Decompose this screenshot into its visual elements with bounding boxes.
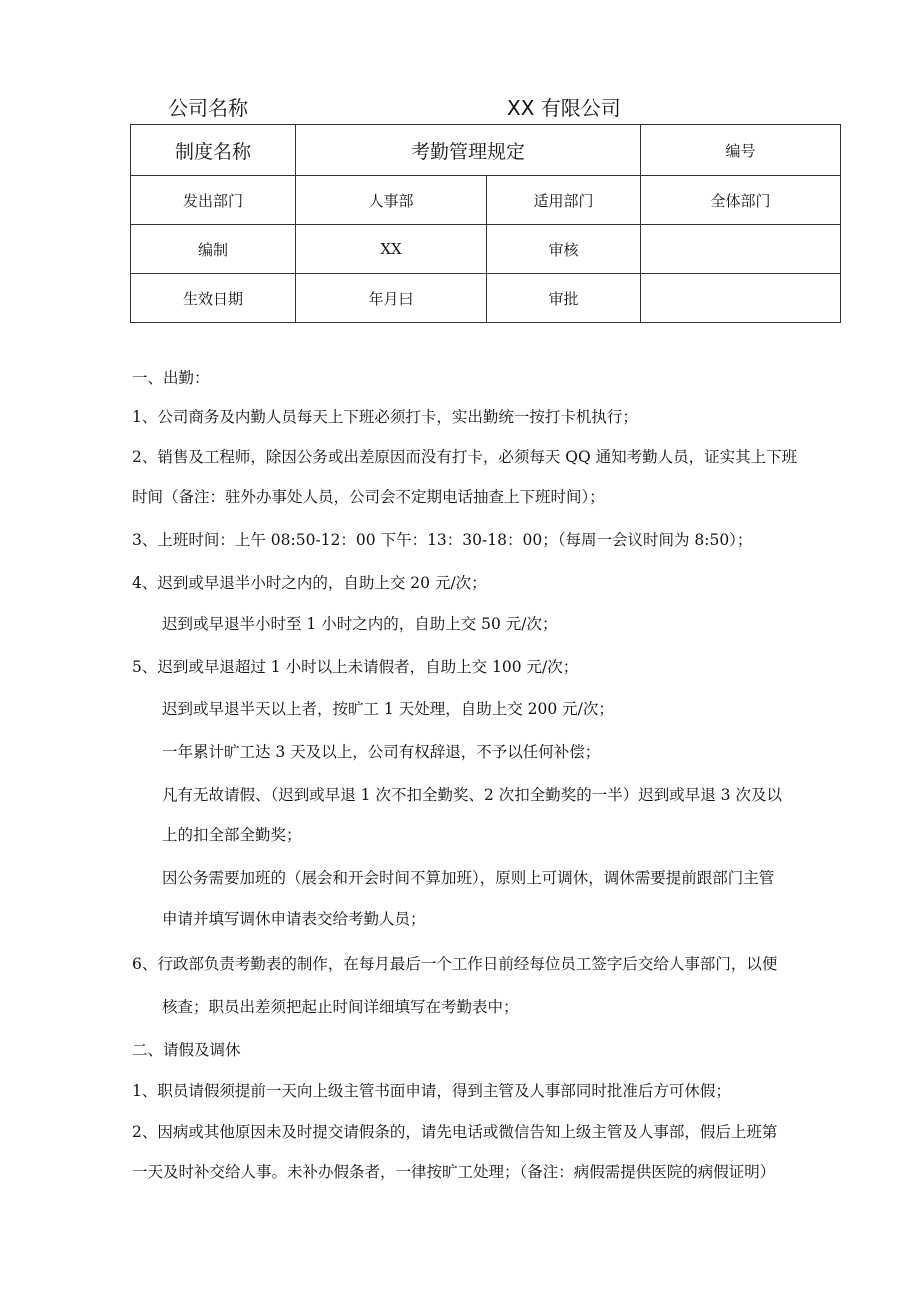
paragraph-line: 1、职员请假须提前一天向上级主管书面申请，得到主管及人事部同时批准后方可休假； [132, 1082, 731, 1100]
paragraph-line: 4、迟到或早退半小时之内的，自助上交 20 元/次； [132, 574, 487, 592]
doc-number-label: 编号 [641, 125, 841, 176]
company-name-label: 公司名称 [168, 96, 248, 120]
effective-date-label: 生效日期 [131, 274, 296, 323]
paragraph-line: 5、迟到或早退超过 1 小时以上未请假者，自助上交 100 元/次； [132, 658, 579, 676]
paragraph-line: 时间（备注：驻外办事处人员，公司会不定期电话抽查上下班时间）； [132, 488, 605, 506]
compiled-by-value: XX [296, 225, 487, 274]
applicable-dept-value: 全体部门 [641, 176, 841, 225]
approved-by-label: 审批 [487, 274, 641, 323]
effective-date-value: 年月曰 [296, 274, 487, 323]
paragraph-line: 迟到或早退半小时至 1 小时之内的，自助上交 50 元/次； [162, 615, 558, 633]
paragraph-line: 2、因病或其他原因未及时提交请假条的，请先电话或微信告知上级主管及人事部，假后上班第 [132, 1123, 778, 1141]
policy-name-value: 考勤管理规定 [296, 125, 641, 176]
paragraph-line: 凡有无故请假、（迟到或早退 1 次不扣全勤奖、2 次扣全勤奖的一半）迟到或早退 3 次及以 [162, 786, 782, 804]
company-name-value: XX 有限公司 [507, 96, 621, 120]
paragraph-line: 1、公司商务及内勤人员每天上下班必须打卡，实出勤统一按打卡机执行； [132, 408, 638, 426]
policy-name-label: 制度名称 [131, 125, 296, 176]
paragraph-line: 一天及时补交给人事。未补办假条者，一律按旷工处理；（备注：病假需提供医院的病假证明） [132, 1163, 776, 1181]
section-heading-attendance: 一、出勤： [132, 369, 210, 387]
paragraph-line: 因公务需要加班的（展会和开会时间不算加班），原则上可调休，调休需要提前跟部门主管 [162, 869, 775, 887]
issuing-dept-value: 人事部 [296, 176, 487, 225]
compiled-by-label: 编制 [131, 225, 296, 274]
paragraph-line: 6、行政部负责考勤表的制作，在每月最后一个工作日前经每位员工签字后交给人事部门，以便 [132, 955, 778, 973]
issuing-dept-label: 发出部门 [131, 176, 296, 225]
paragraph-line: 核查；职员出差须把起止时间详细填写在考勤表中； [162, 998, 519, 1016]
paragraph-line: 上的扣全部全勤奖； [162, 826, 302, 844]
paragraph-line: 迟到或早退半天以上者，按旷工 1 天处理，自助上交 200 元/次； [162, 700, 614, 718]
applicable-dept-label: 适用部门 [487, 176, 641, 225]
paragraph-line: 申请并填写调休申请表交给考勤人员； [162, 910, 426, 928]
paragraph-line: 一年累计旷工达 3 天及以上，公司有权辞退，不予以任何补偿； [162, 743, 601, 761]
paragraph-line: 2、销售及工程师，除因公务或出差原因而没有打卡，必须每天 QQ 通知考勤人员，证实其上下班 [132, 448, 798, 466]
paragraph-line: 3、上班时间：上午 08:50-12：00 下午：13：30-18：00；（每周一会议时间为 8:50）； [132, 531, 753, 549]
reviewed-by-label: 审核 [487, 225, 641, 274]
section-heading-leave: 二、请假及调休 [132, 1041, 241, 1059]
